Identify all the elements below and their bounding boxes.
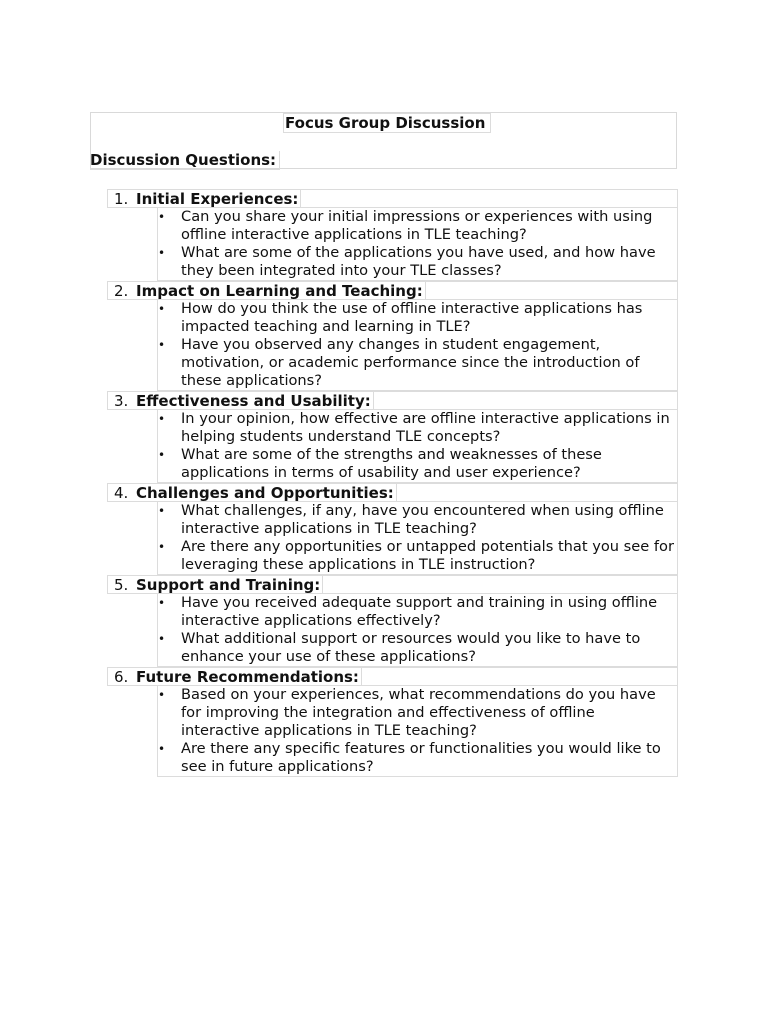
section-title: Challenges and Opportunities:	[136, 484, 397, 502]
section-heading-initial-experiences	[107, 189, 678, 208]
bullet-icon: •	[158, 688, 166, 702]
bullet-icon: •	[158, 540, 166, 554]
list-item: • What are some of the applications you have used, and how have they been integrated into your TLE classes?	[158, 244, 656, 279]
section-bullets	[157, 686, 678, 777]
section-title: Impact on Learning and Teaching:	[136, 282, 426, 300]
section-heading-support	[107, 575, 678, 594]
list-item: • In your opinion, how effective are offline interactive applications in helping students understand TLE concepts?	[158, 410, 670, 445]
question-list	[107, 189, 678, 777]
section-heading-future	[107, 667, 678, 686]
bullet-icon: •	[158, 632, 166, 646]
list-item: • Based on your experiences, what recommendations do you have for improving the integration and effectiveness of offline interactive applications in TLE teaching?	[158, 686, 656, 739]
list-item: • What additional support or resources would you like to have to enhance your use of these applications?	[158, 630, 641, 665]
document-title: Focus Group Discussion	[283, 113, 491, 133]
section-title: Support and Training:	[136, 576, 323, 594]
bullet-icon: •	[158, 338, 166, 352]
bullet-icon: •	[158, 448, 166, 462]
section-bullets	[157, 594, 678, 667]
bullet-icon: •	[158, 742, 166, 756]
section-bullets	[157, 502, 678, 575]
list-item: • Are there any opportunities or untapped potentials that you see for leveraging these applications in TLE instruction?	[158, 538, 674, 573]
section-title: Future Recommendations:	[136, 668, 362, 686]
section-number: 5.	[114, 576, 129, 594]
list-item: • Have you received adequate support and training in using offline interactive applications effectively?	[158, 594, 658, 629]
section-heading-impact	[107, 281, 678, 300]
bullet-icon: •	[158, 596, 166, 610]
section-title: Effectiveness and Usability:	[136, 392, 374, 410]
section-number: 2.	[114, 282, 129, 300]
section-number: 3.	[114, 392, 129, 410]
bullet-icon: •	[158, 412, 166, 426]
list-item: • What are some of the strengths and weaknesses of these applications in terms of usability and user experience?	[158, 446, 602, 481]
section-bullets	[157, 300, 678, 391]
section-heading-challenges	[107, 483, 678, 502]
discussion-questions-heading: Discussion Questions:	[90, 151, 280, 170]
section-bullets	[157, 208, 678, 281]
bullet-icon: •	[158, 210, 166, 224]
list-item: • What challenges, if any, have you encountered when using offline interactive applications in TLE teaching?	[158, 502, 664, 537]
section-number: 6.	[114, 668, 129, 686]
section-number: 4.	[114, 484, 129, 502]
bullet-icon: •	[158, 504, 166, 518]
list-item: • Are there any specific features or functionalities you would like to see in future applications?	[158, 740, 661, 775]
section-bullets	[157, 410, 678, 483]
section-number: 1.	[114, 190, 129, 208]
list-item: • How do you think the use of offline interactive applications has impacted teaching and learning in TLE?	[158, 300, 643, 335]
list-item: • Can you share your initial impressions or experiences with using offline interactive applications in TLE teaching?	[158, 208, 653, 243]
bullet-icon: •	[158, 246, 166, 260]
list-item: • Have you observed any changes in student engagement, motivation, or academic performance since the introduction of these applications?	[158, 336, 640, 389]
section-heading-effectiveness	[107, 391, 678, 410]
section-title: Initial Experiences:	[136, 190, 301, 208]
bullet-icon: •	[158, 302, 166, 316]
